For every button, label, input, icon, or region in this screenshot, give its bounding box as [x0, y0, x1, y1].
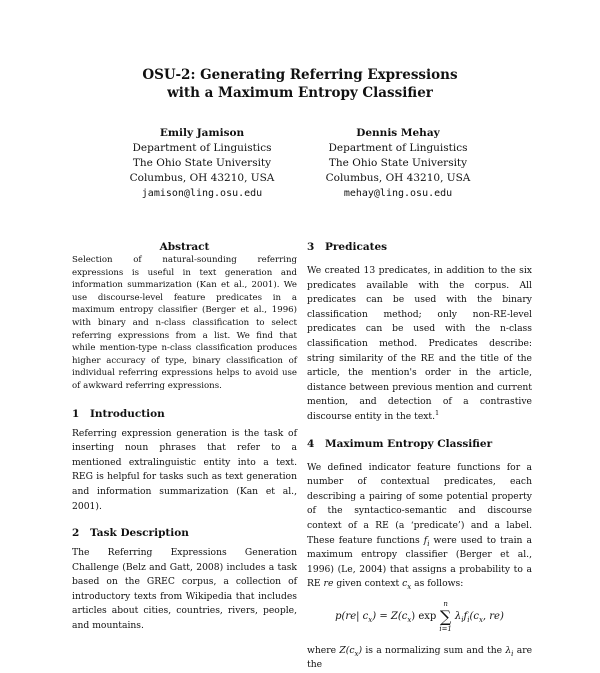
- maxent-text-part: were used to train a maximum entropy classifier (Berger et al., 1996) (Le, 2004) that assigns a probability to a RE: [307, 534, 533, 590]
- eq-part: λ: [454, 610, 462, 622]
- symbol: Z(c: [339, 644, 355, 656]
- author-university: The Ohio State University: [328, 157, 468, 169]
- section-heading-introduction: [72, 407, 297, 421]
- sum-lower-limit: i=1: [439, 624, 452, 633]
- paper-title: [0, 66, 600, 102]
- eq-subscript: i: [467, 615, 470, 624]
- section-heading-maximum-entropy: [307, 437, 532, 451]
- eq-subscript: i: [461, 615, 464, 624]
- section-title: Task Description: [90, 527, 189, 540]
- sigma-icon: ∑: [439, 606, 452, 626]
- section-number: 3: [307, 241, 315, 253]
- section-number: 2: [72, 527, 80, 540]
- section-heading-task-description: [72, 526, 297, 540]
- symbol: ): [358, 644, 363, 656]
- maxent-text: [307, 461, 532, 592]
- introduction-text: Referring expression generation is the task of inserting noun phrases that refer to a mentioned extralinguistic entity into a text. REG is helpful for tasks such as text generation and information summarization (Kan et al., 2001).: [72, 427, 297, 512]
- author-address: Columbus, OH 43210, USA: [325, 172, 471, 184]
- equation-rhs: [455, 610, 504, 625]
- paper-title-line-2: with a Maximum Entropy Classifier: [167, 85, 433, 101]
- eq-part: p(re| c: [335, 610, 369, 622]
- symbol-subscript: i: [427, 539, 430, 548]
- footnote-marker: 1: [435, 408, 440, 417]
- re-symbol: re: [323, 578, 334, 590]
- eq-subscript: x: [407, 615, 412, 624]
- eq-part: ) exp: [411, 610, 437, 622]
- maxent-after-equation: [307, 644, 532, 673]
- right-column: [307, 240, 532, 673]
- eq-subscript: x: [368, 615, 373, 624]
- maxent-text-part: as follows:: [414, 578, 464, 590]
- predicates-body: We created 13 predicates, in addition to the six predicates available with the corpus. All predicates can be used with the binary classification method; only non-RE-level predicates can be used with the n-class classification method. Predicates describe: string similarity of the RE and the title of the article, the mention's order in the article, distance between previous mention and current mention, and detection of a contrastive discourse entity in the text.: [307, 265, 532, 422]
- left-column: [72, 240, 297, 634]
- section-title: Maximum Entropy Classifier: [325, 437, 493, 450]
- author-name: Emily Jamison: [159, 127, 245, 139]
- author-address: Columbus, OH 43210, USA: [129, 172, 275, 184]
- section-number: 4: [307, 437, 315, 450]
- text-part: are the: [307, 644, 533, 671]
- maxent-equation: [307, 600, 532, 634]
- symbol: c: [402, 578, 408, 590]
- symbol: λ: [505, 644, 512, 656]
- author-email: mehay@ling.osu.edu: [343, 188, 453, 199]
- maxent-text-part: We defined indicator feature functions for a number of contextual predicates, each describing a pairing of some potential property of the syntactico-semantic and discourse context of a RE (a ‘predicate’) and a label. These feature functions: [307, 461, 532, 546]
- summation-symbol: [439, 600, 452, 634]
- author-department: Department of Linguistics: [328, 142, 468, 154]
- author-name: Dennis Mehay: [356, 127, 440, 139]
- symbol: f: [423, 534, 428, 546]
- sum-upper-limit: n: [443, 599, 448, 608]
- section-heading-predicates: [307, 240, 532, 254]
- abstract-heading: Abstract: [159, 241, 210, 253]
- abstract-text: Selection of natural-sounding referring expressions is useful in text generation and information summarization (Kan et al., 2001). We use discourse-level feature predicates in a maximum entropy classifier (Berger et al., 1996) with binary and n-class classification to select referring expressions from a list. We find that while mention-type n-class classification produces higher accuracy of type, binary classification of individual referring expressions helps to avoid use of awkward referring expressions.: [72, 255, 297, 391]
- text-part: is a normalizing sum and the: [365, 644, 503, 656]
- maxent-text-part: given context: [336, 578, 400, 590]
- text-part: where: [307, 644, 337, 656]
- section-title: Introduction: [90, 407, 165, 420]
- lambda-symbol: [505, 645, 513, 656]
- context-symbol: [402, 578, 412, 592]
- eq-part: , re): [482, 610, 504, 622]
- symbol-subscript: x: [354, 649, 359, 658]
- feature-function-symbol: [424, 535, 430, 546]
- paper-title-line-1: OSU-2: Generating Referring Expressions: [142, 67, 458, 83]
- section-number: 1: [72, 407, 80, 420]
- eq-part: ) = Z(c: [372, 610, 408, 622]
- author-block-1: [102, 126, 302, 201]
- predicates-text: [307, 264, 532, 425]
- equation-lhs: [335, 610, 436, 625]
- eq-part: f: [463, 610, 468, 622]
- z-symbol: [339, 645, 362, 656]
- author-university: The Ohio State University: [132, 157, 272, 169]
- task-description-text: The Referring Expressions Generation Challenge (Belz and Gatt, 2008) includes a task based on the GREC corpus, a collection of introductory texts from Wikipedia that includes articles about cities, countries, rivers, people, and mountains.: [72, 547, 297, 632]
- section-title: Predicates: [325, 241, 388, 253]
- author-department: Department of Linguistics: [132, 142, 272, 154]
- eq-subscript: x: [478, 615, 483, 624]
- symbol-subscript: x: [407, 583, 412, 592]
- author-block-2: [298, 126, 498, 201]
- symbol-subscript: i: [511, 649, 514, 658]
- eq-part: (c: [469, 610, 479, 622]
- author-email: jamison@ling.osu.edu: [141, 188, 263, 199]
